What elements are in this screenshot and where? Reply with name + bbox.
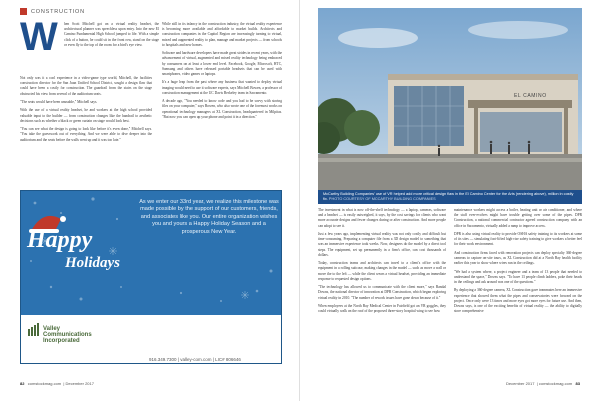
company-name-line: Valley xyxy=(43,326,61,332)
company-logo-icon xyxy=(27,323,41,337)
drop-cap-letter: W xyxy=(20,15,58,59)
footer-date: December 2017 xyxy=(65,381,94,386)
body-paragraph: By deploying a 360-degree camera, XL Construction gave teammates here an immersive experience that showed them what the pipes and conservatories were forward on the project. Once only were 13 times and more eyes got more eyes for future use. And then, Downs says, is one of the exciting benefits of virtual reality — the ability to digitally store comprehensive xyxy=(454,288,582,314)
caption-text: McCarthy Building Companies' use of VR helped add more critical design flaw in the El Camino Center for the Arts (rendering above), million in costly fix. xyxy=(323,192,574,201)
right-column-1 xyxy=(318,208,446,318)
footer-date: December 2017 xyxy=(506,381,535,386)
body-paragraph: And construction firms faced with renovation projects can deploy specialty 360-degree cameras to capture on-site tours, as XL Construction did at a North Bay health facility earlier this year to show where wires run in the ceilings. xyxy=(454,250,582,266)
body-paragraph: "The seats would have been unusable," Mitchell says. xyxy=(20,100,98,104)
body-paragraph: Today, construction teams and architects can travel to a client's office with the equipment in a rolling suitcase, making changes in the model — such as move a wall or move the to the left — while the client wears a virtual headset, providing an immediate response to requested design options. xyxy=(318,261,446,281)
body-paragraph: "We had a system where, a project engineer and a team of 13 people that needed to understand the space," Downs says. "To have 13 people climb ladders, poke their heads in the ceilings and ask around was one of the questions." xyxy=(454,269,582,284)
right-page xyxy=(300,0,600,401)
body-paragraph: Software and hardware developers have made great strides in recent years, with the advancement of virtual, augmented and mixed reality technology being embraced by consumers on at least a lower end level. Facebook, Google, Microsoft, HTC, Samsung and others have released portable headsets that can be used with smartphones, video games or laptops. xyxy=(162,51,282,77)
body-paragraph: Not only was it a cool experience in a video-game type world, Mitchell, the facilities construction director for the San Juan Unified School District, sought a design flaw that could have been a costly for construction. The guardrail from the stairs on the stage obstructed his view from several of the auditorium seats. xyxy=(20,76,152,96)
body-paragraph: It's a huge leap from the past where any business that wanted to deploy virtual imaging would need to use it software experts, says Mitchell Bowen, a professor of construction management at the UC Davis Berkeley team in Sacramento. xyxy=(162,80,282,95)
building-rendering-photo xyxy=(318,8,582,190)
page-number: 82 xyxy=(20,381,25,386)
section-header xyxy=(20,8,85,15)
right-page-footer: December 2017 | comstockmag.com 83 xyxy=(506,381,580,386)
building-sign-text: EL CAMINO xyxy=(514,93,547,99)
ad-title: Happy xyxy=(27,227,93,253)
company-name-line: Communications xyxy=(43,332,92,339)
lead-paragraph xyxy=(64,22,159,51)
ad-contact-info: 916.349.7300 | valley-com.com | LIC# 806646 xyxy=(149,357,241,362)
body-paragraph: "The technology has allowed us to communicate with the client more," says Randal Downs, the national director of innovation at DPR Construction, which began exploring virtual reality in 2010. "The number of rework issues have gone down because of it." xyxy=(318,285,446,300)
body-paragraph: The investment in what is now off-the-shelf technology — a laptop, cameras, software and a headset — is easily outweighed, it says, by the cost savings for clients who want more accurate designs and fewer changes during or after construction. And more people can adopt to see it. xyxy=(318,208,446,228)
caption-credit: PHOTO COURTESY OF MCCARTHY BUILDING COMPANIES xyxy=(328,197,436,201)
ad-subtitle: Holidays xyxy=(65,255,120,271)
left-column-2 xyxy=(162,22,282,123)
body-paragraph: A decade ago, "You needed to know code and you had to be savvy with storing files on your computer," says Bowen, who also wrote one of the foremost works on operational technology managers at XL Construction, headquartered in Milpitas. "But now you can open up your phone and point it in a direction." xyxy=(162,99,282,119)
page-number: 83 xyxy=(575,381,580,386)
ad-footer xyxy=(21,315,282,364)
footer-site: comstockmag.com xyxy=(538,381,573,386)
body-paragraph: While still in its infancy in the construction industry, the virtual reality experience is becoming more available and affordable to market builds. Architects and construction companies in the Capitol Region are increasingly turning to virtual, mixed and augmented reality to plan, manage and market projects — from schools to hospitals and new homes. xyxy=(162,22,282,47)
body-paragraph: Just a few years ago, implementing virtual reality was not only costly and difficult but time-consuming. Preparing a computer file from a 3D design model to something that was an immersive experience took weeks. Now, designers do the model by a direct tool steps. The equipment, set up permanently in a firm's office, can cost thousands of dollars. xyxy=(318,232,446,257)
left-page-footer: 82 comstockmag.com | December 2017 xyxy=(20,381,94,386)
section-marker xyxy=(20,8,27,15)
body-paragraph: With the use of a virtual reality headset, he and workers at the high school provided valuable input to the builder — from construction changes like the handrail to aesthetic decisions such as whether a black or green curtain on stage would look best. xyxy=(20,108,152,123)
left-column-1 xyxy=(20,76,152,146)
building-rendering-image xyxy=(318,8,582,190)
body-paragraph: When employees at the North Bay Medical Center in Fairfield got an VR goggles, they could virtually walk on the roof of the proposed three-story hospital wing to see how xyxy=(318,304,446,314)
photo-caption xyxy=(318,190,582,204)
ad-company-name xyxy=(43,326,92,345)
body-paragraph: DPR is also using virtual reality to provide OSHA safety training to its workers at some of its sites — simulating foot-lifted high-rise safety training to give workers a better feel for their work environment. xyxy=(454,232,582,247)
drop-cap xyxy=(20,15,62,59)
body-paragraph: "You can see what the design is going to look like before it's even done," Mitchell says. "You take the guesswork out of everything. And we were able to dive deeper into the auditorium and the seats before the walls went up and it was too late." xyxy=(20,127,152,142)
company-name-line: Incorporated xyxy=(43,338,80,345)
body-paragraph: maintenance workers might access a boiler, heating unit or air conditioner, and where the staff ever-evolves might have trouble getting over some of the pipes. DPR Construction, a national commercial contractor agreed construction company with an office in Sacramento, virtually added a ramp to improve access. xyxy=(454,208,582,228)
ad-message: As we enter our 33rd year, we realize this milestone was made possible by the support of our customers, friends, and associates like you. Our entire organization wishes you and yours a Happy Holiday Season and a prosperous New Year. xyxy=(139,199,279,235)
section-label: CONSTRUCTION xyxy=(31,8,85,15)
holiday-advertisement[interactable] xyxy=(20,190,282,364)
lead-text: hen Scott Mitchell got on a virtual reality headset, the architectural planner was speechless upon entry. Into the new El Camino Fundamental High School jumped to life. With a simple click of a button, he could sit in the front row, stand on the stage or even fly to the top of the room for a bird's eye view. xyxy=(64,22,159,47)
footer-site: comstockmag.com xyxy=(27,381,62,386)
right-column-2 xyxy=(454,208,582,318)
